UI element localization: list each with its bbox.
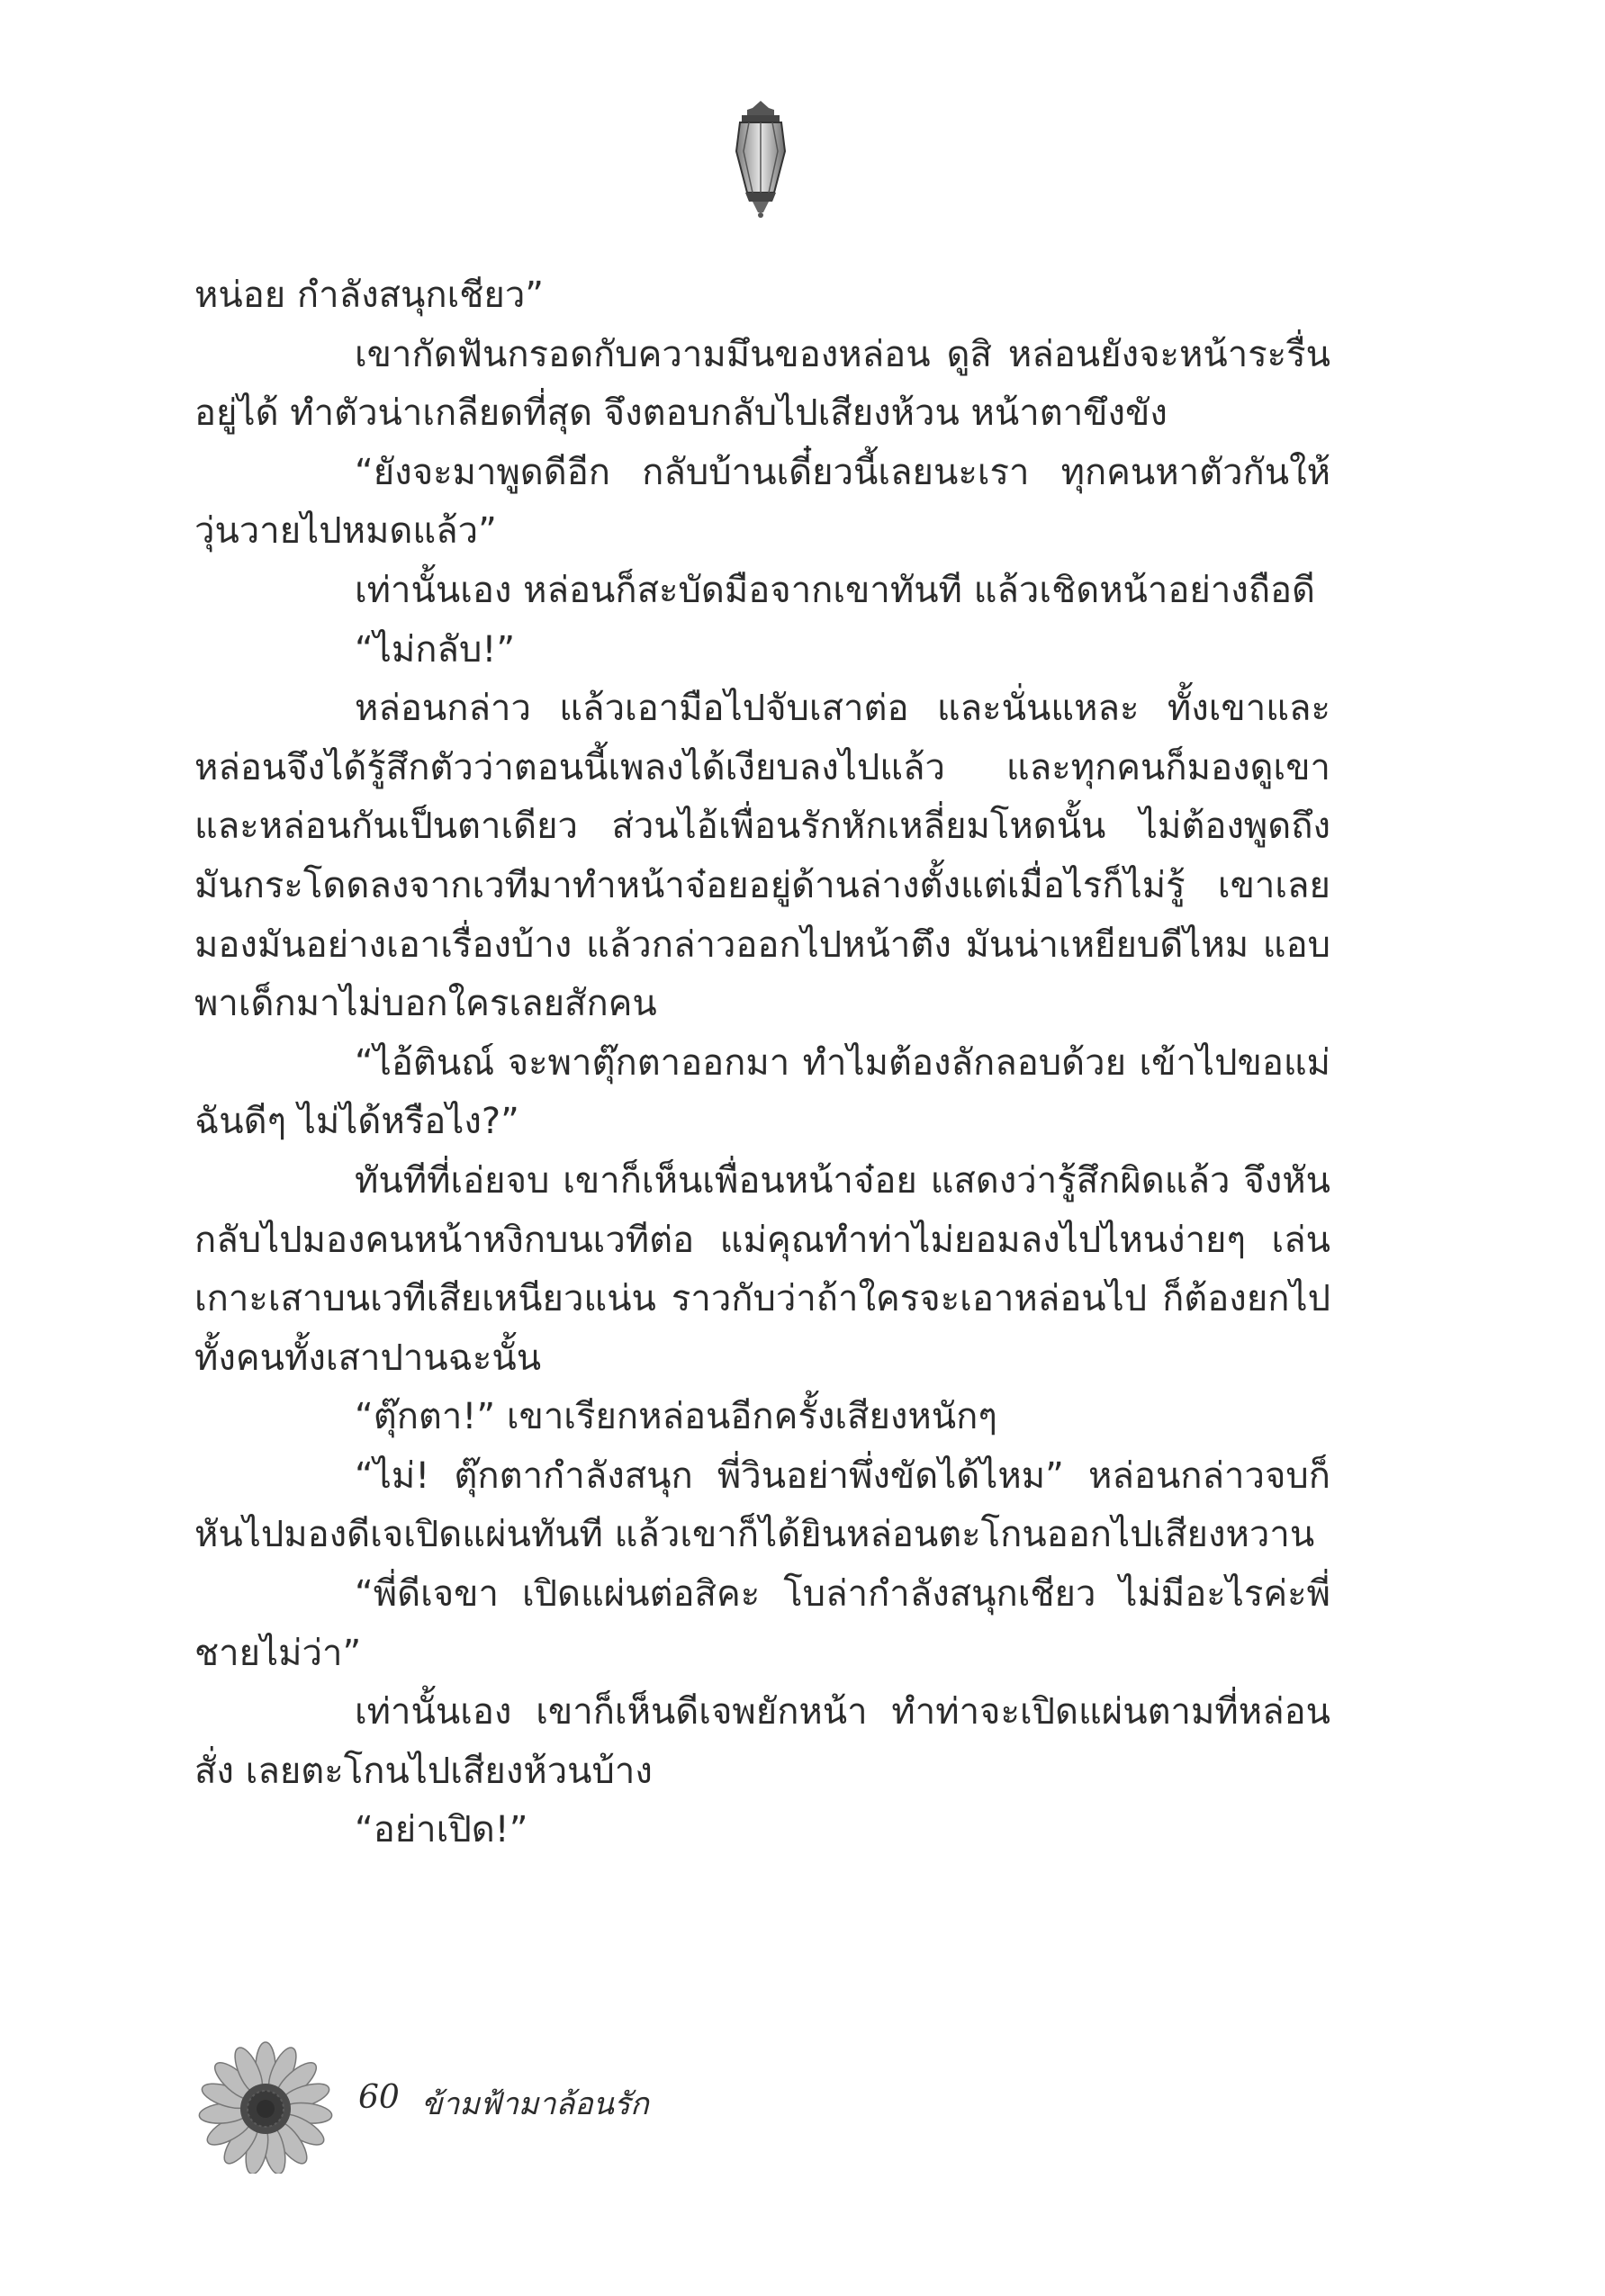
body-text — [194, 266, 1330, 1860]
paragraph: หน่อย กำลังสนุกเชียว” — [194, 275, 545, 316]
page-footer — [189, 2039, 999, 2183]
sunflower-icon — [189, 2039, 342, 2174]
paragraph: “ไม่กลับ!” — [355, 628, 516, 671]
paragraph: เท่านั้นเอง หล่อนก็สะบัดมือจากเขาทันที แล้วเชิดหน้าอย่างถือดี — [355, 569, 1316, 611]
paragraph: “ไอ้ตินณ์ จะพาตุ๊กตาออกมา ทำไมต้องลักลอบด้วย เข้าไปขอแม่ฉันดีๆ ไม่ได้หรือไง?” — [194, 1041, 1330, 1143]
page-number: 60 — [358, 2079, 400, 2116]
paragraph: ทันทีที่เอ่ยจบ เขาก็เห็นเพื่อนหน้าจ๋อย แสดงว่ารู้สึกผิดแล้ว จึงหันกลับไปมองคนหน้าหงิกบนเวทีต่อ แม่คุณทำท่าไม่ยอมลงไปไหนง่ายๆ เล่นเกาะเสาบนเวทีเสียเหนียวแน่น ราวกับว่าถ้าใครจะเอาหล่อนไป ก็ต้องยกไปทั้งคนทั้งเสาปานฉะนั้น — [194, 1159, 1330, 1379]
book-title: ข้ามฟ้ามาล้อนรัก — [421, 2086, 649, 2122]
lantern-icon — [729, 99, 792, 218]
paragraph: หล่อนกล่าว แล้วเอามือไปจับเสาต่อ และนั่นแหละ ทั้งเขาและหล่อนจึงได้รู้สึกตัวว่าตอนนี้เพลงได้เงียบลงไปแล้ว และทุกคนก็มองดูเขาและหล่อนกันเป็นตาเดียว ส่วนไอ้เพื่อนรักหักเหลี่ยมโหดนั้น ไม่ต้องพูดถึง มันกระโดดลงจากเวทีมาทำหน้าจ๋อยอยู่ด้านล่างตั้งแต่เมื่อไรก็ไม่รู้ เขาเลยมองมันอย่างเอาเรื่องบ้าง แล้วกล่าวออกไปหน้าตึง มันน่าเหยียบดีไหม แอบพาเด็กมาไม่บอกใครเลยสักคน — [194, 688, 1330, 1025]
paragraph: “ยังจะมาพูดดีอีก กลับบ้านเดี๋ยวนี้เลยนะเรา ทุกคนหาตัวกันให้วุ่นวายไปหมดแล้ว” — [194, 451, 1330, 553]
paragraph: “พี่ดีเจขา เปิดแผ่นต่อสิคะ โบล่ากำลังสนุกเชียว ไม่มีอะไรค่ะพี่ชายไม่ว่า” — [194, 1573, 1330, 1674]
paragraph: เขากัดฟันกรอดกับความมึนของหล่อน ดูสิ หล่อนยังจะหน้าระรื่นอยู่ได้ ทำตัวน่าเกลียดที่สุด จึงตอบกลับไปเสียงห้วน หน้าตาขึงขัง — [194, 333, 1330, 435]
paragraph: “อย่าเปิด!” — [355, 1809, 528, 1851]
paragraph: “ไม่! ตุ๊กตากำลังสนุก พี่วินอย่าพึ่งขัดได้ไหม” หล่อนกล่าวจบก็หันไปมองดีเจเปิดแผ่นทันที แล้วเขาก็ได้ยินหล่อนตะโกนออกไปเสียงหวาน — [194, 1454, 1330, 1556]
paragraph: “ตุ๊กตา!” เขาเรียกหล่อนอีกครั้งเสียงหนักๆ — [355, 1396, 997, 1438]
paragraph: เท่านั้นเอง เขาก็เห็นดีเจพยักหน้า ทำท่าจะเปิดแผ่นตามที่หล่อนสั่ง เลยตะโกนไปเสียงห้วนบ้าง — [194, 1691, 1330, 1792]
